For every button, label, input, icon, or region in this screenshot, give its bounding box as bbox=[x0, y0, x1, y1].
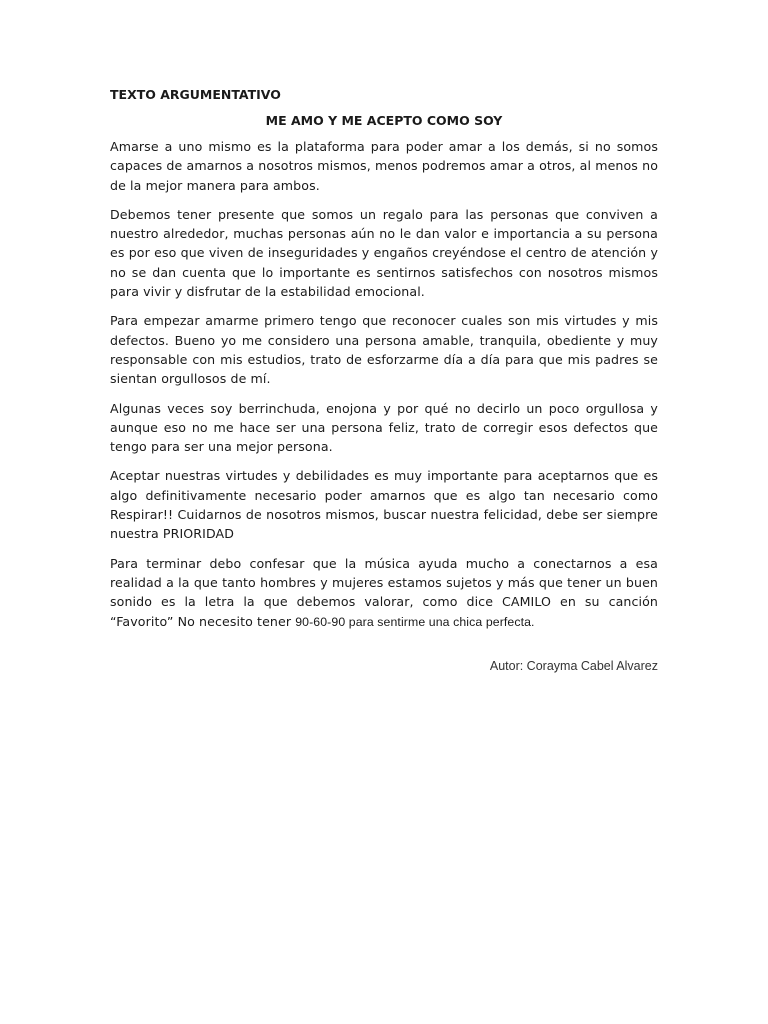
paragraph-4: Algunas veces soy berrinchuda, enojona y por qué no decirlo un poco orgullosa y aunque eso no me hace ser una persona feliz, trato de corregir esos defectos que tengo para ser una mejor persona. bbox=[110, 400, 658, 455]
author-signature: Autor: Corayma Cabel Alvarez bbox=[489, 658, 658, 673]
paragraph-6-tail: 90-60-90 para sentirme una chica perfecta. bbox=[295, 614, 535, 629]
document-page bbox=[110, 86, 658, 675]
paragraph-6-main: Para terminar debo confesar que la música ayuda mucho a conectarnos a esa realidad a la que tanto hombres y mujeres estamos sujetos y más que tener un buen sonido es la letra la que debemos valorar, como dice CAMILO en su canción “Favorito” No necesito tener bbox=[110, 555, 658, 629]
document-title: ME AMO Y ME ACEPTO COMO SOY bbox=[265, 113, 503, 128]
document-type-heading: TEXTO ARGUMENTATIVO bbox=[110, 87, 281, 102]
paragraph-6 bbox=[110, 554, 658, 632]
paragraph-2: Debemos tener presente que somos un regalo para las personas que conviven a nuestro alrededor, muchas personas aún no le dan valor e importancia a su persona es por eso que viven de inseguridades y engaños creyéndose el centro de atención y no se dan cuenta que lo importante es sentirnos satisfechos con nosotros mismos para vivir y disfrutar de la estabilidad emocional. bbox=[110, 206, 658, 300]
paragraph-3: Para empezar amarme primero tengo que reconocer cuales son mis virtudes y mis defectos. Bueno yo me considero una persona amable, tranquila, obediente y muy responsable con mis estudios, trato de esforzarme día a día para que mis padres se sientan orgullosos de mí. bbox=[110, 313, 658, 387]
paragraph-5: Aceptar nuestras virtudes y debilidades es muy importante para aceptarnos que es algo definitivamente necesario poder amarnos que es algo tan necesario como Respirar!! Cuidarnos de nosotros mismos, buscar nuestra felicidad, debe ser siempre nuestra PRIORIDAD bbox=[110, 468, 658, 542]
paragraph-1: Amarse a uno mismo es la plataforma para poder amar a los demás, si no somos capaces de amarnos a nosotros mismos, menos podremos amar a otros, al menos no de la mejor manera para ambos. bbox=[110, 139, 658, 193]
